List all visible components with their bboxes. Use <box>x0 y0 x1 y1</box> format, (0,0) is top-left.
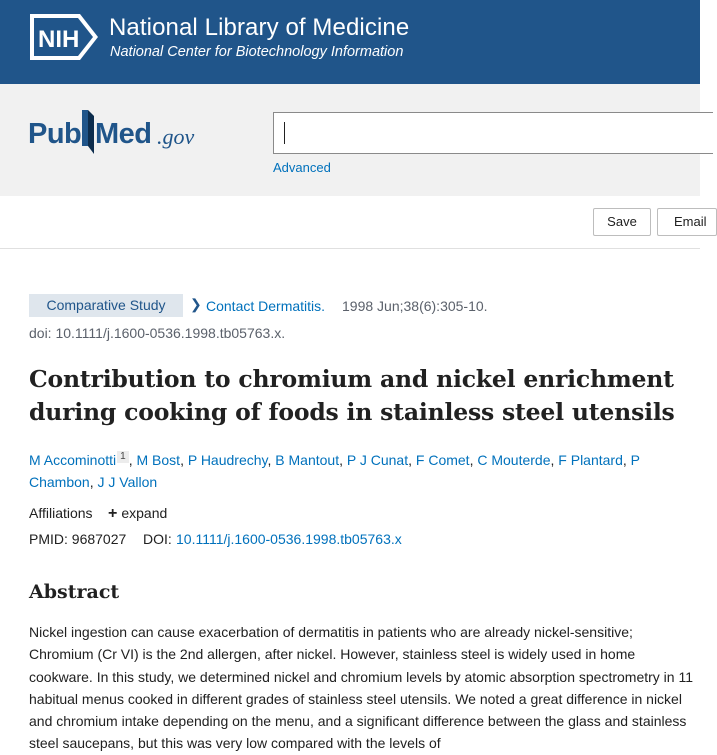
citation-doi: doi: 10.1111/j.1600-0536.1998.tb05763.x. <box>29 325 286 341</box>
affiliation-ref[interactable]: 1 <box>117 451 129 463</box>
author-link[interactable]: F Plantard <box>558 452 623 468</box>
expand-label: expand <box>121 505 168 521</box>
author-link[interactable]: P Chambon <box>29 452 640 490</box>
author-link[interactable]: P Haudrechy <box>187 452 268 468</box>
nih-title[interactable]: National Library of Medicine <box>109 14 410 41</box>
nih-subtitle[interactable]: National Center for Biotechnology Information <box>110 44 404 60</box>
author-link[interactable]: P J Cunat <box>346 452 409 468</box>
author-link[interactable]: J J Vallon <box>97 474 158 490</box>
author-separator: , <box>180 452 188 468</box>
article-title: Contribution to chromium and nickel enrichment during cooking of foods in stainless steel utensils <box>29 365 675 426</box>
chevron-right-icon: ❯ <box>190 296 202 312</box>
author-separator: , <box>550 452 559 468</box>
author-link[interactable]: M Bost <box>136 452 181 468</box>
citation-date: 1998 Jun;38(6):305-10. <box>342 298 488 314</box>
publication-type-badge: Comparative Study <box>29 294 183 317</box>
pmid: PMID: 9687027 <box>29 531 127 547</box>
affiliations-label: Affiliations <box>29 505 93 521</box>
author-separator: , <box>128 452 137 468</box>
pubmed-logo-med[interactable]: Med <box>95 118 152 150</box>
save-button[interactable]: Save <box>593 208 651 236</box>
search-input[interactable] <box>273 112 713 154</box>
pubmed-logo-book-icon <box>80 110 96 154</box>
nih-banner <box>0 0 700 84</box>
author-separator: , <box>89 474 98 490</box>
pubmed-logo-pub[interactable]: Pub <box>28 118 82 150</box>
text-caret <box>284 122 285 144</box>
pubmed-logo-gov[interactable]: .gov <box>157 124 195 149</box>
abstract-heading: Abstract <box>29 581 120 603</box>
author-separator: , <box>408 452 416 468</box>
author-link[interactable]: M Accominotti <box>29 452 117 468</box>
journal-link[interactable]: Contact Dermatitis. <box>206 298 326 314</box>
advanced-search-link[interactable]: Advanced <box>273 160 331 175</box>
email-button[interactable]: Email <box>657 208 717 236</box>
doi-link[interactable]: 10.1111/j.1600-0536.1998.tb05763.x <box>176 531 402 547</box>
author-separator: , <box>469 452 478 468</box>
author-link[interactable]: C Mouterde <box>477 452 551 468</box>
expand-affiliations-button[interactable] <box>108 505 167 523</box>
author-link[interactable]: F Comet <box>415 452 470 468</box>
authors-list <box>29 449 689 493</box>
plus-icon: + <box>108 505 118 522</box>
author-separator: , <box>622 452 631 468</box>
author-link[interactable]: B Mantout <box>275 452 340 468</box>
nih-logo-text: NIH <box>38 26 80 53</box>
doi-label: DOI: <box>143 531 172 547</box>
abstract-text: Nickel ingestion can cause exacerbation of dermatitis in patients who are already nickel-sensitive; Chromium (Cr VI) is the 2nd allergen, after nickel. However, stainless steel is widely used in home cookware. In this study, we determined nickel and chromium levels by atomic absorption spectrometry in 11 habitual menus cooked in different grades of stainless steel utensils. We noted a great difference in nickel and chromium intake depending on the menu, and a significant difference between the glass and stainless steel saucepans, but this was very low compared with the levels of <box>29 624 694 752</box>
nih-logo[interactable] <box>28 12 100 62</box>
author-separator: , <box>339 452 347 468</box>
author-separator: , <box>267 452 276 468</box>
